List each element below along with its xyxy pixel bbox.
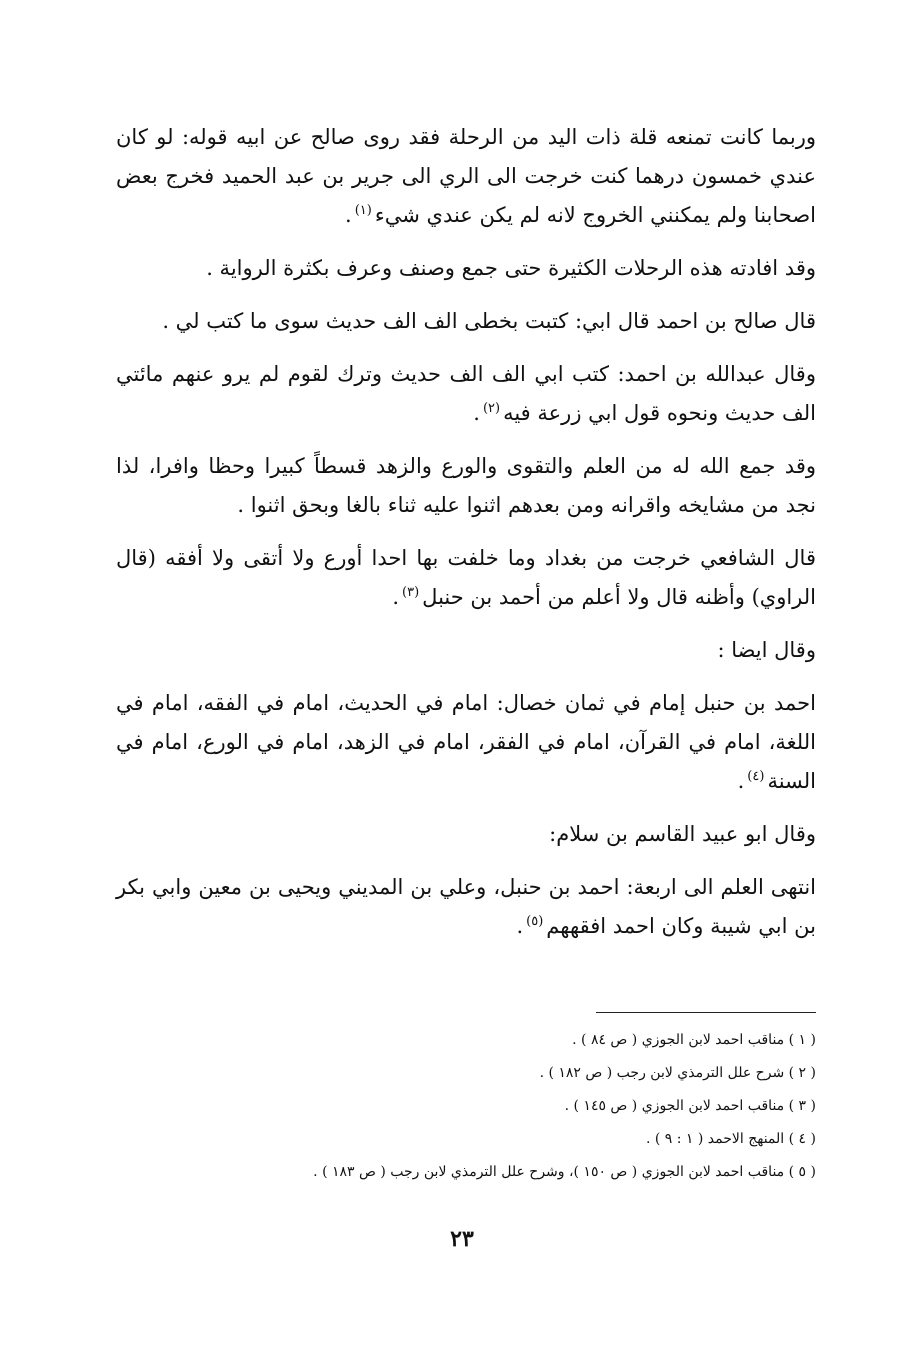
footnote-divider [596, 1012, 816, 1013]
paragraph [116, 539, 816, 617]
footnote: ( ٤ ) المنهج الاحمد ( ١ : ٩ ) . [645, 1131, 816, 1147]
paragraph-text: احمد بن حنبل إمام في ثمان خصال: امام في الحديث، امام في الفقه، امام في اللغة، امام في القرآن، امام في الفقر، امام في الزهد، امام في الورع، امام في السنة [116, 691, 816, 793]
paragraph [116, 118, 816, 235]
paragraph [116, 815, 816, 854]
paragraph [116, 868, 816, 946]
paragraph [116, 631, 816, 670]
paragraph [116, 684, 816, 801]
footnote-ref: (٢) [482, 401, 501, 416]
paragraph-text: قال صالح بن احمد قال ابي: كتبت بخطى الف الف حديث سوى ما كتب لي . [162, 309, 816, 333]
paragraph-text: قال الشافعي خرجت من بغداد وما خلفت بها احدا أورع ولا أتقى ولا أفقه (قال الراوي) وأظنه قال ولا أعلم من أحمد بن حنبل [116, 546, 816, 609]
paragraph-end: . [392, 585, 400, 609]
paragraph-text: وقد افادته هذه الرحلات الكثيرة حتى جمع وصنف وعرف بكثرة الرواية . [206, 256, 816, 280]
paragraph-text: وقال ايضا : [717, 638, 816, 662]
footnote: ( ٥ ) مناقب احمد لابن الجوزي ( ص ١٥٠ )، وشرح علل الترمذي لابن رجب ( ص ١٨٣ ) . [313, 1164, 816, 1180]
footnote: ( ٢ ) شرح علل الترمذي لابن رجب ( ص ١٨٢ ) . [539, 1065, 816, 1081]
paragraph-text: وقد جمع الله له من العلم والتقوى والورع والزهد قسطاً كبيرا وحظا وافرا، لذا نجد من مشايخه واقرانه ومن بعدهم اثنوا عليه ثناء بالغا وبحق اثنوا . [116, 454, 816, 517]
paragraph-end: . [345, 203, 352, 227]
paragraph-text: وربما كانت تمنعه قلة ذات اليد من الرحلة فقد روى صالح عن ابيه قوله: لو كان عندي خمسون درهما كنت خرجت الى الري الى جرير بن عبد الحميد فخرج بعض اصحابنا ولم يمكنني الخروج لانه لم يكن عندي شيء [116, 125, 816, 227]
main-text [116, 118, 816, 960]
paragraph-end: . [737, 769, 745, 793]
footnotes [116, 1024, 816, 1189]
footnote-ref: (١) [354, 203, 372, 218]
paragraph-text: وقال عبدالله بن احمد: كتب ابي الف الف حديث وترك لقوم لم يرو عنهم مائتي الف حديث ونحوه قول ابي زرعة فيه [116, 362, 816, 425]
footnote-ref: (٤) [747, 769, 765, 784]
paragraph [116, 355, 816, 433]
paragraph [116, 447, 816, 525]
paragraph-end: . [516, 914, 524, 938]
paragraph-end: . [473, 401, 480, 425]
footnote-ref: (٥) [526, 914, 544, 929]
paragraph [116, 249, 816, 288]
paragraph-text: انتهى العلم الى اربعة: احمد بن حنبل، وعلي بن المديني ويحيى بن معين وابي بكر بن ابي شيبة وكان احمد افقههم [116, 875, 816, 938]
footnote: ( ١ ) مناقب احمد لابن الجوزي ( ص ٨٤ ) . [572, 1032, 816, 1048]
page-number: ٢٣ [450, 1226, 474, 1252]
paragraph [116, 302, 816, 341]
footnote: ( ٣ ) مناقب احمد لابن الجوزي ( ص ١٤٥ ) . [564, 1098, 816, 1114]
footnote-ref: (٣) [402, 585, 420, 600]
paragraph-text: وقال ابو عبيد القاسم بن سلام: [549, 822, 816, 846]
